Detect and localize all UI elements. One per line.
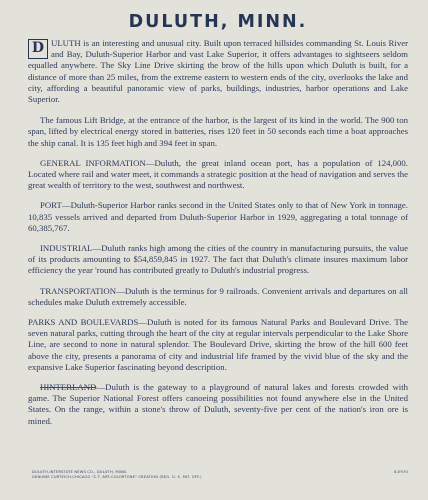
section-text: —Duluth is noted for its famous Natural Parks and Boulevard Drive. The seven natural parks, cutting through the heart of the city at regular intervals perpendicular to the Lake Shore Line, are second to none in natural splendor. The Boulevard Drive, skirting the brow of the hill 600 feet above the city, presents a panorama of city and industrial life framed by the vivid blue of the sky and the expansive Lake Superior fascinating beyond description.	[28, 317, 408, 372]
section-heading: TRANSPORTATION	[40, 285, 117, 296]
intro-text: ULUTH is an interesting and unusual city. Built upon terraced hillsides commanding St. Louis River and Bay, Duluth-Superior Harbor and vast Lake Superior, it offers advantages to sightseers seldom equalled anywhere. The Sky Line Drive skirting the brow of the hills upon which Duluth is built, for a distance of more than 25 miles, from the extreme eastern to western ends of the city, overlooks the lake and city, affording a beautiful panoramic view of parks, buildings, industries, harbor operations and Lake Superior.	[28, 38, 408, 105]
section-text: —Duluth-Superior Harbor ranks second in the United States only to that of New York in tonnage. 10,835 vessels arrived and departed from Duluth-Superior Harbor in 1929, aggregating a total tonnage of 60,385,767.	[28, 200, 408, 233]
genuine-line: GENUINE CURTEICH-CHICAGO "C.T. ART-COLORTONE" CREATION (REG. U. S. PAT. OFF.)	[32, 475, 202, 479]
section-text: —Duluth is the gateway to a playground of natural lakes and forests crowded with game. The Superior National Forest offers canoeing possibilities not found anywhere else in the United States. On the range, within a stone's throw of Duluth, seventy-five per cent of the nation's iron ore is mined.	[28, 382, 408, 426]
section-heading: INDUSTRIAL	[40, 243, 93, 254]
section-heading: HINTERLAND	[40, 382, 97, 393]
intro-paragraph	[28, 38, 408, 105]
section-text: —Duluth, the great inland ocean port, has a population of 124,000. Located where rail and water meet, it commands a strategic position at the head of navigation and serves the great wealth of territory to the west, southwest and northwest.	[28, 157, 408, 191]
lift-bridge-paragraph: The famous Lift Bridge, at the entrance of the harbor, is the largest of its kind in the world. The 900 ton span, lifted by electrical energy stored in batteries, rises 120 feet in 50 seconds each time a boat approaches the ship canal. It is 135 feet high and 394 feet in span.	[28, 115, 408, 148]
section-hinterland	[28, 382, 408, 427]
section-parks-and-boulevards	[28, 317, 408, 373]
section-industrial	[28, 243, 408, 277]
section-general-information	[28, 158, 408, 192]
card-code: 8-E970	[394, 470, 408, 474]
section-transportation	[28, 286, 408, 308]
dropcap-letter: D	[28, 39, 48, 59]
publisher-line: DULUTH-INTERSTATE NEWS CO., DULUTH, MINN.	[32, 470, 128, 474]
section-heading: GENERAL INFORMATION	[40, 157, 146, 168]
section-text: —Duluth is the terminus for 9 railroads. Convenient arrivals and departures on all schedules make Duluth extremely accessible.	[28, 285, 408, 307]
page-title: DULUTH, MINN.	[128, 12, 308, 32]
section-heading: PORT	[40, 200, 62, 211]
section-text: —Duluth ranks high among the cities of the country in manufacturing pursuits, the value of its products amounting to $54,859,845 in 1927. The fact that Duluth's climate insures maximum labor efficiency the year 'round has contributed greatly to Duluth's industrial progress.	[28, 243, 408, 276]
section-heading: PARKS AND BOULEVARDS	[28, 317, 139, 328]
postcard-footer	[32, 470, 408, 480]
section-port	[28, 200, 408, 234]
